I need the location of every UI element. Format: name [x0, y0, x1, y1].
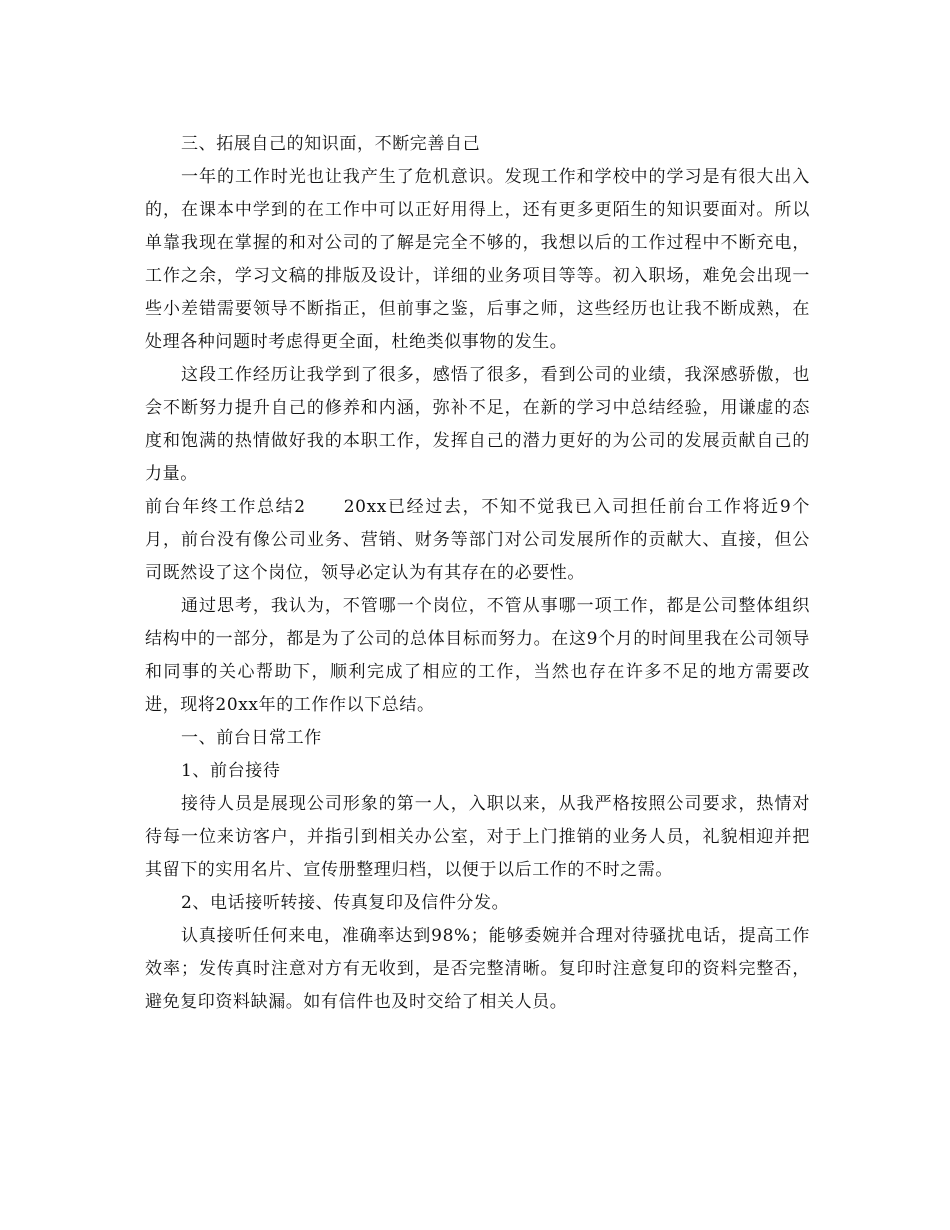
- paragraph-phone-fax: 认真接听任何来电，准确率达到98%；能够委婉并合理对待骚扰电话，提高工作效率；发传真时注意对方有无收到，是否完整清晰。复印时注意复印的资料完整否，避免复印资料缺漏。如有信件也及时交给了相关人员。: [145, 926, 810, 1012]
- paragraph-reception: 接待人员是展现公司形象的第一人，入职以来，从我严格按照公司要求，热情对待每一位来访客户，并指引到相关办公室，对于上门推销的业务人员，礼貌相迎并把其留下的实用名片、宣传册整理归档，以便于以后工作的不时之需。: [145, 794, 810, 880]
- summary-intro-text: 20xx已经过去，不知不觉我已入司担任前台工作将近9个月，前台没有像公司业务、营销、财务等部门对公司发展所作的贡献大、直接，但公司既然设了这个岗位，领导必定认为有其存在的必要性。: [145, 497, 811, 583]
- paragraph-reflection: 这段工作经历让我学到了很多，感悟了很多，看到公司的业绩，我深感骄傲，也会不断努力提升自己的修养和内涵，弥补不足，在新的学习中总结经验，用谦虚的态度和饱满的热情做好我的本职工作，发挥自己的潜力更好的为公司的发展贡献自己的力量。: [145, 365, 810, 484]
- summary-title: 前台年终工作总结2: [145, 497, 306, 517]
- paragraph-thinking: 通过思考，我认为，不管哪一个岗位，不管从事哪一项工作，都是公司整体组织结构中的一部分，都是为了公司的总体目标而努力。在这9个月的时间里我在公司领导和同事的关心帮助下，顺利完成了相应的工作，当然也存在许多不足的地方需要改进，现将20xx年的工作作以下总结。: [145, 596, 810, 715]
- paragraph-crisis-awareness: 一年的工作时光也让我产生了危机意识。发现工作和学校中的学习是有很大出入的，在课本中学到的在工作中可以正好用得上，还有更多更陌生的知识要面对。所以单靠我现在掌握的和对公司的了解是完全不够的，我想以后的工作过程中不断充电，工作之余，学习文稿的排版及设计，详细的业务项目等等。初入职场，难免会出现一些小差错需要领导不断指正，但前事之鉴，后事之师，这些经历也让我不断成熟，在处理各种问题时考虑得更全面，杜绝类似事物的发生。: [145, 167, 810, 352]
- subheading-reception: 1、前台接待: [181, 761, 281, 781]
- document-body: [145, 128, 810, 1019]
- paragraph-summary-2: [145, 491, 810, 590]
- section-heading-3: 三、拓展自己的知识面，不断完善自己: [181, 134, 481, 154]
- section-heading-1: 一、前台日常工作: [181, 728, 322, 748]
- subheading-phone-fax: 2、电话接听转接、传真复印及信件分发。: [181, 893, 510, 913]
